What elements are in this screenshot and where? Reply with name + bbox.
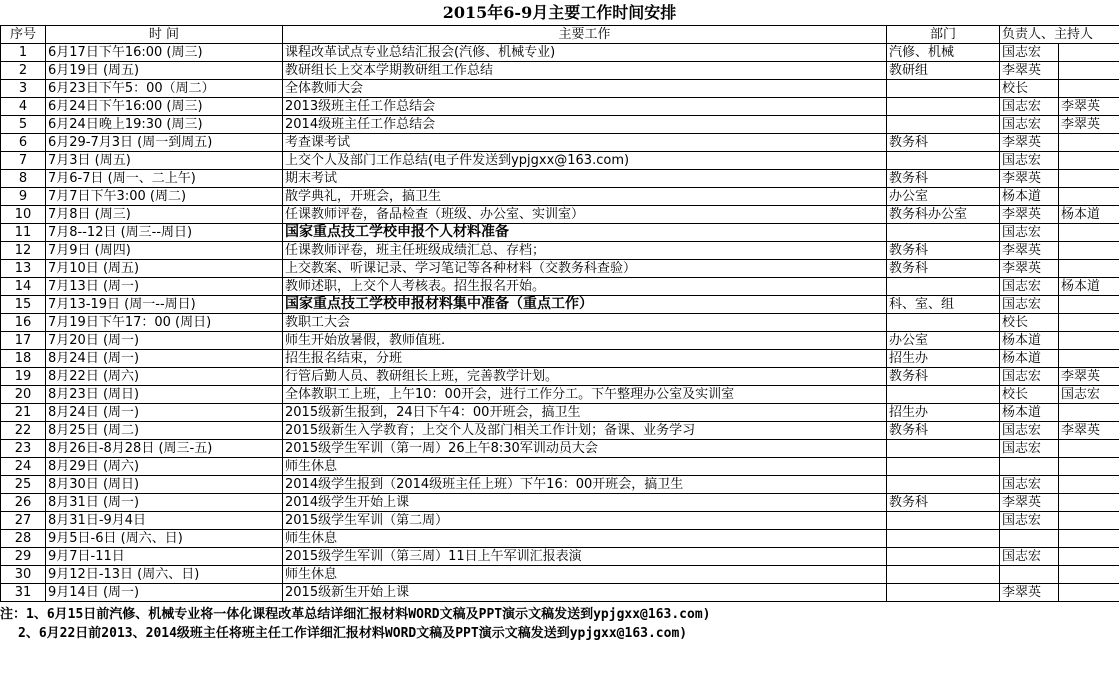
header-work[interactable]: 主要工作: [283, 26, 887, 44]
cell-work[interactable]: 2014级学生报到（2014级班主任上班）下午16：00开班会，搞卫生: [283, 476, 887, 494]
notes: [0, 602, 1119, 643]
cell-person-1[interactable]: [1000, 530, 1059, 548]
cell-person-1[interactable]: 国志宏: [1000, 440, 1059, 458]
cell-dept[interactable]: 教务科: [887, 368, 1000, 386]
cell-person-1[interactable]: 国志宏: [1000, 476, 1059, 494]
cell-person-2[interactable]: [1059, 404, 1119, 422]
cell-no[interactable]: 15: [1, 296, 46, 314]
cell-no[interactable]: 4: [1, 98, 46, 116]
cell-person-2[interactable]: [1059, 314, 1119, 332]
header-row: [1, 26, 1119, 44]
cell-no[interactable]: 9: [1, 188, 46, 206]
cell-time[interactable]: 7月13-19日 (周一--周日): [46, 296, 283, 314]
cell-time[interactable]: 7月10日 (周五): [46, 260, 283, 278]
cell-dept[interactable]: [887, 566, 1000, 584]
cell-dept[interactable]: 教务科: [887, 260, 1000, 278]
cell-dept[interactable]: 招生办: [887, 404, 1000, 422]
cell-person-2[interactable]: 李翠英: [1059, 422, 1119, 440]
note-line-2: 2、6月22日前2013、2014级班主任将班主任工作详细汇报材料WORD文稿及PPT演示文稿发送到ypjgxx@163.com): [18, 626, 688, 641]
cell-person-1[interactable]: 杨本道: [1000, 188, 1059, 206]
cell-dept[interactable]: 汽修、机械: [887, 44, 1000, 62]
cell-time[interactable]: 8月25日 (周二): [46, 422, 283, 440]
table-row: [1, 296, 1119, 314]
cell-person-2[interactable]: [1059, 44, 1119, 62]
cell-no[interactable]: 25: [1, 476, 46, 494]
cell-no[interactable]: 1: [1, 44, 46, 62]
cell-time[interactable]: 8月24日 (周一): [46, 350, 283, 368]
cell-person-1[interactable]: 国志宏: [1000, 152, 1059, 170]
cell-person-2[interactable]: [1059, 440, 1119, 458]
cell-dept[interactable]: [887, 458, 1000, 476]
cell-dept[interactable]: 教务科: [887, 494, 1000, 512]
cell-person-2[interactable]: [1059, 170, 1119, 188]
cell-no[interactable]: 27: [1, 512, 46, 530]
cell-person-1[interactable]: 杨本道: [1000, 404, 1059, 422]
cell-person-2[interactable]: 国志宏: [1059, 386, 1119, 404]
cell-dept[interactable]: 教务科: [887, 242, 1000, 260]
cell-person-2[interactable]: [1059, 332, 1119, 350]
cell-work[interactable]: 2015级学生军训（第三周）11日上午军训汇报表演: [283, 548, 887, 566]
cell-dept[interactable]: 教务科: [887, 134, 1000, 152]
cell-no[interactable]: 24: [1, 458, 46, 476]
cell-time[interactable]: 7月7日下午3:00 (周二): [46, 188, 283, 206]
cell-time[interactable]: 6月24日下午16:00 (周三): [46, 98, 283, 116]
cell-person-2[interactable]: [1059, 476, 1119, 494]
cell-dept[interactable]: [887, 512, 1000, 530]
cell-person-1[interactable]: 国志宏: [1000, 368, 1059, 386]
cell-dept[interactable]: [887, 224, 1000, 242]
table-row: [1, 350, 1119, 368]
cell-no[interactable]: 2: [1, 62, 46, 80]
table-row: [1, 278, 1119, 296]
cell-person-1[interactable]: 杨本道: [1000, 350, 1059, 368]
cell-time[interactable]: 9月14日 (周一): [46, 584, 283, 602]
cell-time[interactable]: 7月8日 (周三): [46, 206, 283, 224]
table-row: [1, 80, 1119, 98]
table-row: [1, 314, 1119, 332]
cell-person-2[interactable]: [1059, 566, 1119, 584]
cell-time[interactable]: 8月24日 (周一): [46, 404, 283, 422]
cell-person-2[interactable]: 杨本道: [1059, 278, 1119, 296]
cell-person-1[interactable]: 李翠英: [1000, 494, 1059, 512]
cell-person-1[interactable]: 校长: [1000, 80, 1059, 98]
cell-work[interactable]: 期末考试: [283, 170, 887, 188]
cell-work[interactable]: 2014级学生开始上课: [283, 494, 887, 512]
cell-time[interactable]: 8月26日-8月28日 (周三-五): [46, 440, 283, 458]
cell-person-1[interactable]: 李翠英: [1000, 170, 1059, 188]
cell-no[interactable]: 29: [1, 548, 46, 566]
cell-person-1[interactable]: 国志宏: [1000, 98, 1059, 116]
cell-time[interactable]: 7月8--12日 (周三--周日): [46, 224, 283, 242]
cell-dept[interactable]: [887, 80, 1000, 98]
cell-work[interactable]: 教师述职，上交个人考核表。招生报名开始。: [283, 278, 887, 296]
cell-person-1[interactable]: 国志宏: [1000, 512, 1059, 530]
cell-work[interactable]: 2014级班主任工作总结会: [283, 116, 887, 134]
table-row: [1, 548, 1119, 566]
cell-person-2[interactable]: [1059, 512, 1119, 530]
cell-person-2[interactable]: [1059, 530, 1119, 548]
cell-work[interactable]: 师生休息: [283, 566, 887, 584]
cell-dept[interactable]: [887, 476, 1000, 494]
cell-person-1[interactable]: 国志宏: [1000, 44, 1059, 62]
page-title: 2015年6-9月主要工作时间安排: [442, 3, 677, 22]
table-row: [1, 224, 1119, 242]
cell-person-2[interactable]: [1059, 62, 1119, 80]
cell-person-1[interactable]: 国志宏: [1000, 548, 1059, 566]
cell-time[interactable]: 7月9日 (周四): [46, 242, 283, 260]
table-row: [1, 386, 1119, 404]
cell-person-1[interactable]: 李翠英: [1000, 242, 1059, 260]
schedule-table: [0, 25, 1119, 602]
cell-no[interactable]: 17: [1, 332, 46, 350]
cell-work[interactable]: 任课教师评卷，班主任班级成绩汇总、存档；: [283, 242, 887, 260]
cell-time[interactable]: 9月7日-11日: [46, 548, 283, 566]
table-row: [1, 404, 1119, 422]
cell-dept[interactable]: [887, 314, 1000, 332]
table-row: [1, 242, 1119, 260]
cell-person-2[interactable]: [1059, 350, 1119, 368]
cell-no[interactable]: 12: [1, 242, 46, 260]
cell-time[interactable]: 7月19日下午17：00 (周日): [46, 314, 283, 332]
cell-time[interactable]: 6月29-7月3日 (周一到周五): [46, 134, 283, 152]
cell-person-1[interactable]: 国志宏: [1000, 296, 1059, 314]
cell-no[interactable]: 6: [1, 134, 46, 152]
cell-time[interactable]: 7月3日 (周五): [46, 152, 283, 170]
cell-no[interactable]: 18: [1, 350, 46, 368]
cell-work[interactable]: 招生报名结束，分班: [283, 350, 887, 368]
cell-no[interactable]: 11: [1, 224, 46, 242]
cell-time[interactable]: 9月12日-13日 (周六、日): [46, 566, 283, 584]
cell-time[interactable]: 6月24日晚上19:30 (周三): [46, 116, 283, 134]
cell-time[interactable]: 7月13日 (周一): [46, 278, 283, 296]
cell-work[interactable]: 行管后勤人员、教研组长上班，完善教学计划。: [283, 368, 887, 386]
cell-work[interactable]: 2015级新生报到，24日下午4：00开班会，搞卫生: [283, 404, 887, 422]
cell-person-2[interactable]: [1059, 80, 1119, 98]
cell-work[interactable]: 师生休息: [283, 530, 887, 548]
cell-no[interactable]: 19: [1, 368, 46, 386]
cell-time[interactable]: 8月31日-9月4日: [46, 512, 283, 530]
cell-no[interactable]: 8: [1, 170, 46, 188]
cell-work[interactable]: 散学典礼，开班会，搞卫生: [283, 188, 887, 206]
table-row: [1, 368, 1119, 386]
cell-work[interactable]: 国家重点技工学校申报材料集中准备（重点工作）: [283, 296, 887, 314]
cell-work[interactable]: 教职工大会: [283, 314, 887, 332]
cell-time[interactable]: 9月5日-6日 (周六、日): [46, 530, 283, 548]
cell-person-1[interactable]: 李翠英: [1000, 134, 1059, 152]
cell-person-2[interactable]: [1059, 296, 1119, 314]
cell-person-2[interactable]: [1059, 458, 1119, 476]
cell-time[interactable]: 6月19日 (周五): [46, 62, 283, 80]
table-row: [1, 566, 1119, 584]
cell-work[interactable]: 上交个人及部门工作总结(电子件发送到ypjgxx@163.com): [283, 152, 887, 170]
cell-person-2[interactable]: 李翠英: [1059, 116, 1119, 134]
cell-person-2[interactable]: [1059, 152, 1119, 170]
cell-work[interactable]: 2015级新生开始上课: [283, 584, 887, 602]
cell-work[interactable]: 课程改革试点专业总结汇报会(汽修、机械专业): [283, 44, 887, 62]
cell-work[interactable]: 教研组长上交本学期教研组工作总结: [283, 62, 887, 80]
cell-time[interactable]: 6月23日下午5：00（周二）: [46, 80, 283, 98]
header-dept[interactable]: 部门: [887, 26, 1000, 44]
cell-person-2[interactable]: 杨本道: [1059, 206, 1119, 224]
cell-time[interactable]: 8月22日 (周六): [46, 368, 283, 386]
cell-time[interactable]: 7月6-7日 (周一、二上午): [46, 170, 283, 188]
cell-dept[interactable]: [887, 386, 1000, 404]
cell-dept[interactable]: 办公室: [887, 188, 1000, 206]
cell-work[interactable]: 全体教师大会: [283, 80, 887, 98]
cell-no[interactable]: 21: [1, 404, 46, 422]
cell-no[interactable]: 13: [1, 260, 46, 278]
cell-no[interactable]: 31: [1, 584, 46, 602]
table-row: [1, 458, 1119, 476]
cell-dept[interactable]: [887, 98, 1000, 116]
cell-work[interactable]: 上交教案、听课记录、学习笔记等各种材料（交教务科查验）: [283, 260, 887, 278]
table-row: [1, 260, 1119, 278]
table-row: [1, 332, 1119, 350]
cell-person-1[interactable]: 国志宏: [1000, 422, 1059, 440]
cell-time[interactable]: 8月30日 (周日): [46, 476, 283, 494]
cell-work[interactable]: 考查课考试: [283, 134, 887, 152]
cell-person-1[interactable]: 国志宏: [1000, 278, 1059, 296]
table-row: [1, 98, 1119, 116]
cell-dept[interactable]: 招生办: [887, 350, 1000, 368]
table-row: [1, 116, 1119, 134]
cell-person-1[interactable]: 李翠英: [1000, 206, 1059, 224]
cell-dept[interactable]: [887, 584, 1000, 602]
cell-no[interactable]: 28: [1, 530, 46, 548]
cell-person-1[interactable]: 李翠英: [1000, 584, 1059, 602]
cell-dept[interactable]: [887, 152, 1000, 170]
cell-dept[interactable]: [887, 548, 1000, 566]
cell-work[interactable]: 2015级学生军训（第二周）: [283, 512, 887, 530]
cell-time[interactable]: 7月20日 (周一): [46, 332, 283, 350]
cell-time[interactable]: 6月17日下午16:00 (周三): [46, 44, 283, 62]
table-row: [1, 170, 1119, 188]
cell-work[interactable]: 师生开始放暑假，教师值班.: [283, 332, 887, 350]
cell-person-1[interactable]: 杨本道: [1000, 332, 1059, 350]
table-row: [1, 476, 1119, 494]
cell-person-1[interactable]: 国志宏: [1000, 224, 1059, 242]
table-row: [1, 62, 1119, 80]
cell-dept[interactable]: 教务科: [887, 422, 1000, 440]
cell-person-1[interactable]: 校长: [1000, 386, 1059, 404]
table-row: [1, 512, 1119, 530]
note-line-1: 注：1、6月15日前汽修、机械专业将一体化课程改革总结详细汇报材料WORD文稿及PPT演示文稿发送到ypjgxx@163.com): [0, 607, 711, 622]
table-row: [1, 152, 1119, 170]
cell-person-1[interactable]: [1000, 458, 1059, 476]
cell-person-2[interactable]: 李翠英: [1059, 368, 1119, 386]
cell-no[interactable]: 7: [1, 152, 46, 170]
cell-no[interactable]: 5: [1, 116, 46, 134]
cell-dept[interactable]: [887, 440, 1000, 458]
cell-no[interactable]: 26: [1, 494, 46, 512]
table-row: [1, 530, 1119, 548]
cell-person-1[interactable]: 李翠英: [1000, 260, 1059, 278]
cell-no[interactable]: 10: [1, 206, 46, 224]
cell-time[interactable]: 8月23日 (周日): [46, 386, 283, 404]
cell-person-2[interactable]: [1059, 494, 1119, 512]
cell-person-1[interactable]: 校长: [1000, 314, 1059, 332]
header-no[interactable]: 序号: [1, 26, 46, 44]
cell-person-1[interactable]: 李翠英: [1000, 62, 1059, 80]
cell-person-2[interactable]: [1059, 224, 1119, 242]
table-row: [1, 584, 1119, 602]
cell-person-2[interactable]: [1059, 260, 1119, 278]
cell-dept[interactable]: 教务科办公室: [887, 206, 1000, 224]
table-row: [1, 422, 1119, 440]
cell-no[interactable]: 3: [1, 80, 46, 98]
cell-work[interactable]: 2015级学生军训（第一周）26上午8:30军训动员大会: [283, 440, 887, 458]
table-row: [1, 188, 1119, 206]
cell-person-1[interactable]: 国志宏: [1000, 116, 1059, 134]
table-row: [1, 494, 1119, 512]
cell-dept[interactable]: 科、室、组: [887, 296, 1000, 314]
cell-work[interactable]: 2015级新生入学教育；上交个人及部门相关工作计划；备课、业务学习: [283, 422, 887, 440]
cell-time[interactable]: 8月31日 (周一): [46, 494, 283, 512]
cell-person-2[interactable]: [1059, 134, 1119, 152]
cell-dept[interactable]: 办公室: [887, 332, 1000, 350]
cell-no[interactable]: 23: [1, 440, 46, 458]
cell-dept[interactable]: [887, 530, 1000, 548]
cell-person-2[interactable]: [1059, 584, 1119, 602]
table-row: [1, 134, 1119, 152]
cell-no[interactable]: 16: [1, 314, 46, 332]
cell-work[interactable]: 国家重点技工学校申报个人材料准备: [283, 224, 887, 242]
cell-dept[interactable]: [887, 278, 1000, 296]
cell-work[interactable]: 任课教师评卷，备品检查（班级、办公室、实训室）: [283, 206, 887, 224]
cell-dept[interactable]: 教研组: [887, 62, 1000, 80]
cell-dept[interactable]: 教务科: [887, 170, 1000, 188]
cell-work[interactable]: 2013级班主任工作总结会: [283, 98, 887, 116]
cell-person-2[interactable]: [1059, 242, 1119, 260]
header-person[interactable]: 负责人、主持人: [1000, 26, 1119, 44]
cell-time[interactable]: 8月29日 (周六): [46, 458, 283, 476]
table-row: [1, 440, 1119, 458]
cell-person-1[interactable]: [1000, 566, 1059, 584]
cell-no[interactable]: 20: [1, 386, 46, 404]
cell-person-2[interactable]: [1059, 548, 1119, 566]
cell-person-2[interactable]: [1059, 188, 1119, 206]
cell-no[interactable]: 30: [1, 566, 46, 584]
cell-no[interactable]: 14: [1, 278, 46, 296]
table-row: [1, 44, 1119, 62]
cell-work[interactable]: 师生休息: [283, 458, 887, 476]
cell-work[interactable]: 全体教职工上班，上午10：00开会，进行工作分工。下午整理办公室及实训室: [283, 386, 887, 404]
table-row: [1, 206, 1119, 224]
cell-no[interactable]: 22: [1, 422, 46, 440]
cell-person-2[interactable]: 李翠英: [1059, 98, 1119, 116]
header-time[interactable]: 时 间: [46, 26, 283, 44]
cell-dept[interactable]: [887, 116, 1000, 134]
